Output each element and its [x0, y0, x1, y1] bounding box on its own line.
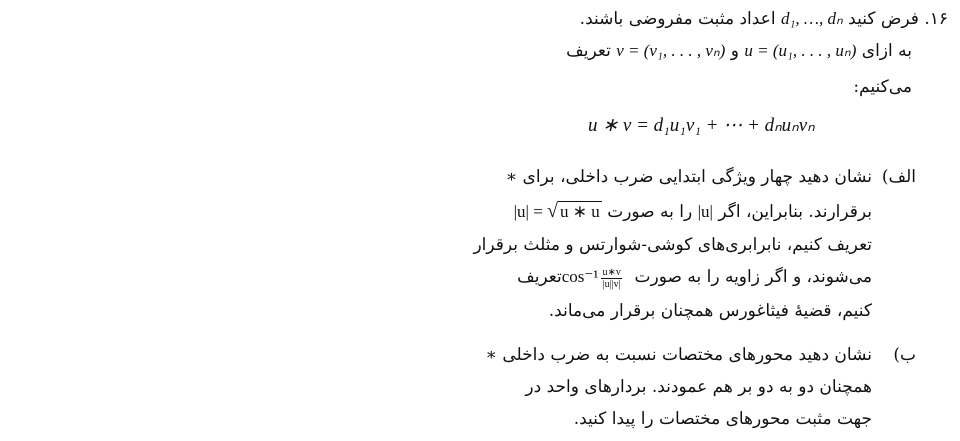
part-a-line-2: برقرارند. بنابراین، اگر |u| را به صورت |u| = √ u ∗ u	[513, 200, 872, 222]
part-b-label: ب)	[893, 345, 916, 365]
problem-intro-line-2: به ازای u = (u₁, . . . , uₙ) و v = (v₁, . . . , vₙ) تعریف	[566, 41, 912, 61]
problem-intro-line-3: می‌کنیم:	[853, 77, 912, 97]
part-a-line-4: می‌شوند، و اگر زاویه را به صورت cos⁻¹ $\frac{u∗v}{|u||v|}$ تعریف	[517, 266, 872, 290]
problem-intro-line-1: ۱۶. فرض کنید d₁, …, dₙ اعداد مثبت مفروضی باشند.	[579, 9, 948, 29]
part-a-line-1: نشان دهید چهار ویژگی ابتدایی ضرب داخلی، برای ∗	[505, 167, 872, 187]
part-a-line-3: تعریف کنیم، نابرابری‌های کوشی-شوارتس و مثلث برقرار	[473, 235, 872, 255]
part-b-line-3: جهت مثبت محورهای مختصات را پیدا کنید.	[573, 409, 872, 429]
display-equation: u ∗ v = d₁u₁v₁ + ⋯ + dₙuₙvₙ	[588, 115, 815, 136]
math-u-vector: u = (u₁, . . . , uₙ)	[744, 41, 857, 60]
part-a-label: الف)	[881, 167, 916, 187]
problem-number: ۱۶.	[924, 9, 948, 29]
math-angle-definition: cos⁻¹ $\frac{u∗v}{|u||v|}$	[561, 266, 621, 290]
part-a-line-5: کنیم، قضیهٔ فیثاغورس همچنان برقرار می‌ماند.	[548, 301, 872, 321]
math-norm-definition: |u| = √ u ∗ u	[513, 200, 600, 222]
math-d-sequence: d₁, …, dₙ	[780, 9, 843, 28]
part-b-line-1: نشان دهید محورهای مختصات نسبت به ضرب داخلی ∗	[485, 345, 872, 365]
math-norm-u: |u|	[697, 202, 713, 221]
part-b-line-2: همچنان دو به دو بر هم عمودند. بردارهای واحد در	[525, 377, 872, 397]
sqrt-expression: √ u ∗ u	[547, 200, 600, 222]
math-v-vector: v = (v₁, . . . , vₙ)	[616, 41, 726, 60]
fraction: $\frac{u∗v}{|u||v|}$	[602, 266, 621, 290]
